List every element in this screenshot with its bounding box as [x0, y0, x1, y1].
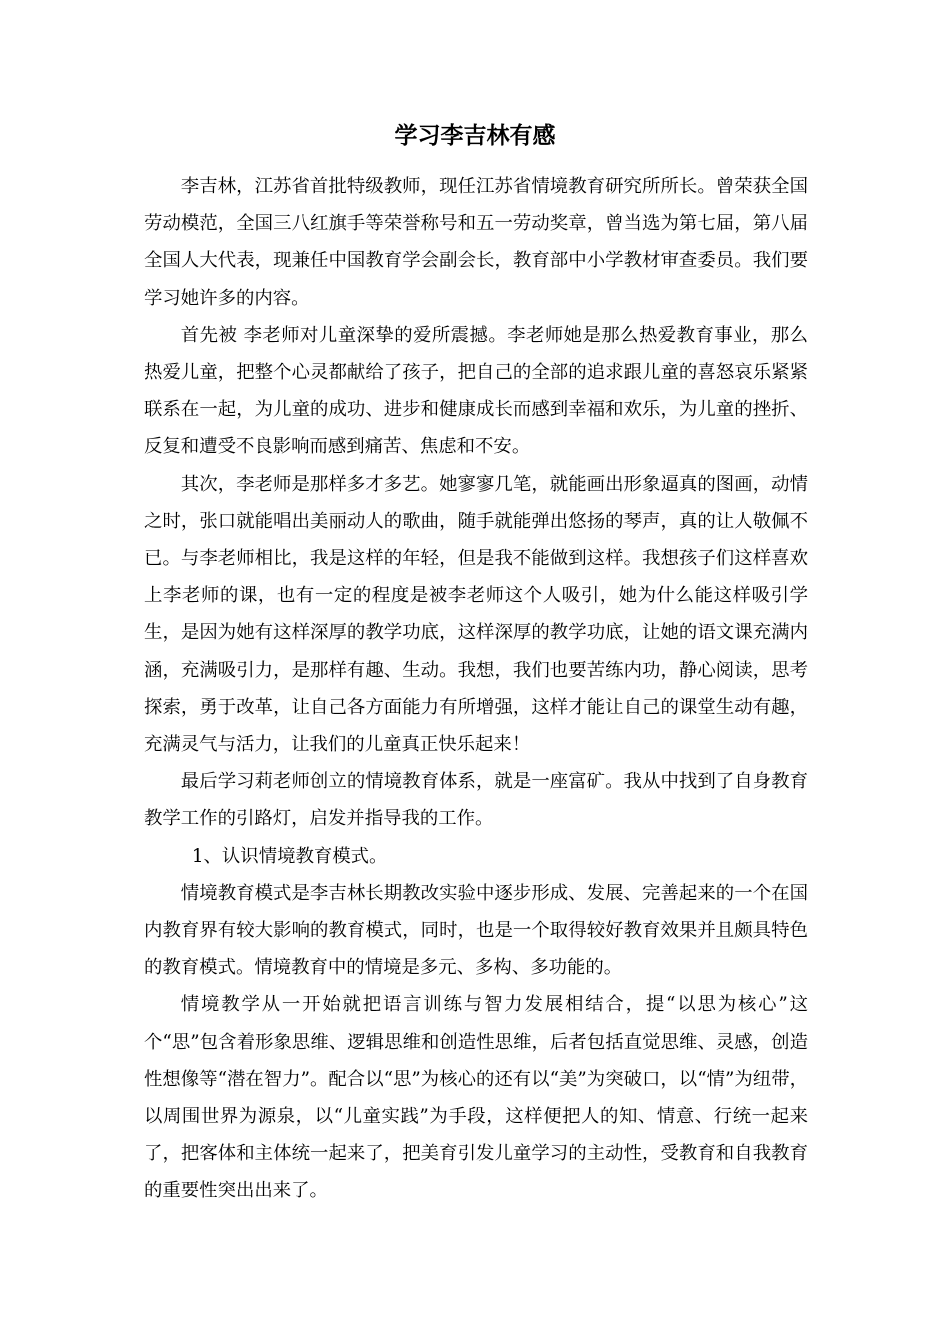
paragraph-teaching: 情境教学从一开始就把语言训练与智力发展相结合，提“以思为核心”这个“思”包含着形象思维、逻辑思维和创造性思维，后者包括直觉思维、灵感，创造性想像等“潜在智力”。配合以“思”为核心的还有以“美”为突破口，以“情”为纽带，以周围世界为源泉，以“儿童实践”为手段，这样便把人的知、情意、行统一起来了，把客体和主体统一起来了，把美育引发儿童学习的主动性，受教育和自我教育的重要性突出出来了。 [144, 994, 808, 1202]
paragraph-system: 最后学习莉老师创立的情境教育体系，就是一座富矿。我从中找到了自身教育教学工作的引路灯，启发并指导我的工作。 [144, 771, 808, 830]
paragraph-model: 情境教育模式是李吉林长期教改实验中逐步形成、发展、完善起来的一个在国内教育界有较大影响的教育模式，同时，也是一个取得较好教育效果并且颇具特色的教育模式。情境教育中的情境是多元、多构、多功能的。 [144, 882, 808, 979]
paragraph-love: 首先被 李老师对儿童深挚的爱所震撼。李老师她是那么热爱教育事业，那么热爱儿童，把整个心灵都献给了孩子，把自己的全部的追求跟儿童的喜怒哀乐紧紧联系在一起，为儿童的成功、进步和健康成长而感到幸福和欢乐，为儿童的挫折、反复和遭受不良影响而感到痛苦、焦虑和不安。 [144, 324, 808, 458]
paragraph-intro: 李吉林，江苏省首批特级教师，现任江苏省情境教育研究所所长。曾荣获全国劳动模范，全国三八红旗手等荣誉称号和五一劳动奖章，曾当选为第七届，第八届全国人大代表，现兼任中国教育学会副会长，教育部中小学教材审查委员。我们要学习她许多的内容。 [144, 176, 808, 309]
document-title: 学习李吉林有感 [394, 123, 556, 149]
paragraph-talent: 其次，李老师是那样多才多艺。她寥寥几笔，就能画出形象逼真的图画，动情之时，张口就能唱出美丽动人的歌曲，随手就能弹出悠扬的琴声，真的让人敬佩不已。与李老师相比，我是这样的年轻，但是我不能做到这样。我想孩子们这样喜欢上李老师的课，也有一定的程度是被李老师这个人吸引，她为什么能这样吸引学生，是因为她有这样深厚的教学功底，这样深厚的教学功底，让她的语文课充满内涵，充满吸引力，是那样有趣、生动。我想，我们也要苦练内功，静心阅读，思考探索，勇于改革，让自己各方面能力有所增强，这样才能让自己的课堂生动有趣，充满灵气与活力，让我们的儿童真正快乐起来！ [144, 473, 808, 756]
paragraph-heading-1: 1、认识情境教育模式。 [191, 845, 388, 867]
document-body [144, 168, 808, 1210]
